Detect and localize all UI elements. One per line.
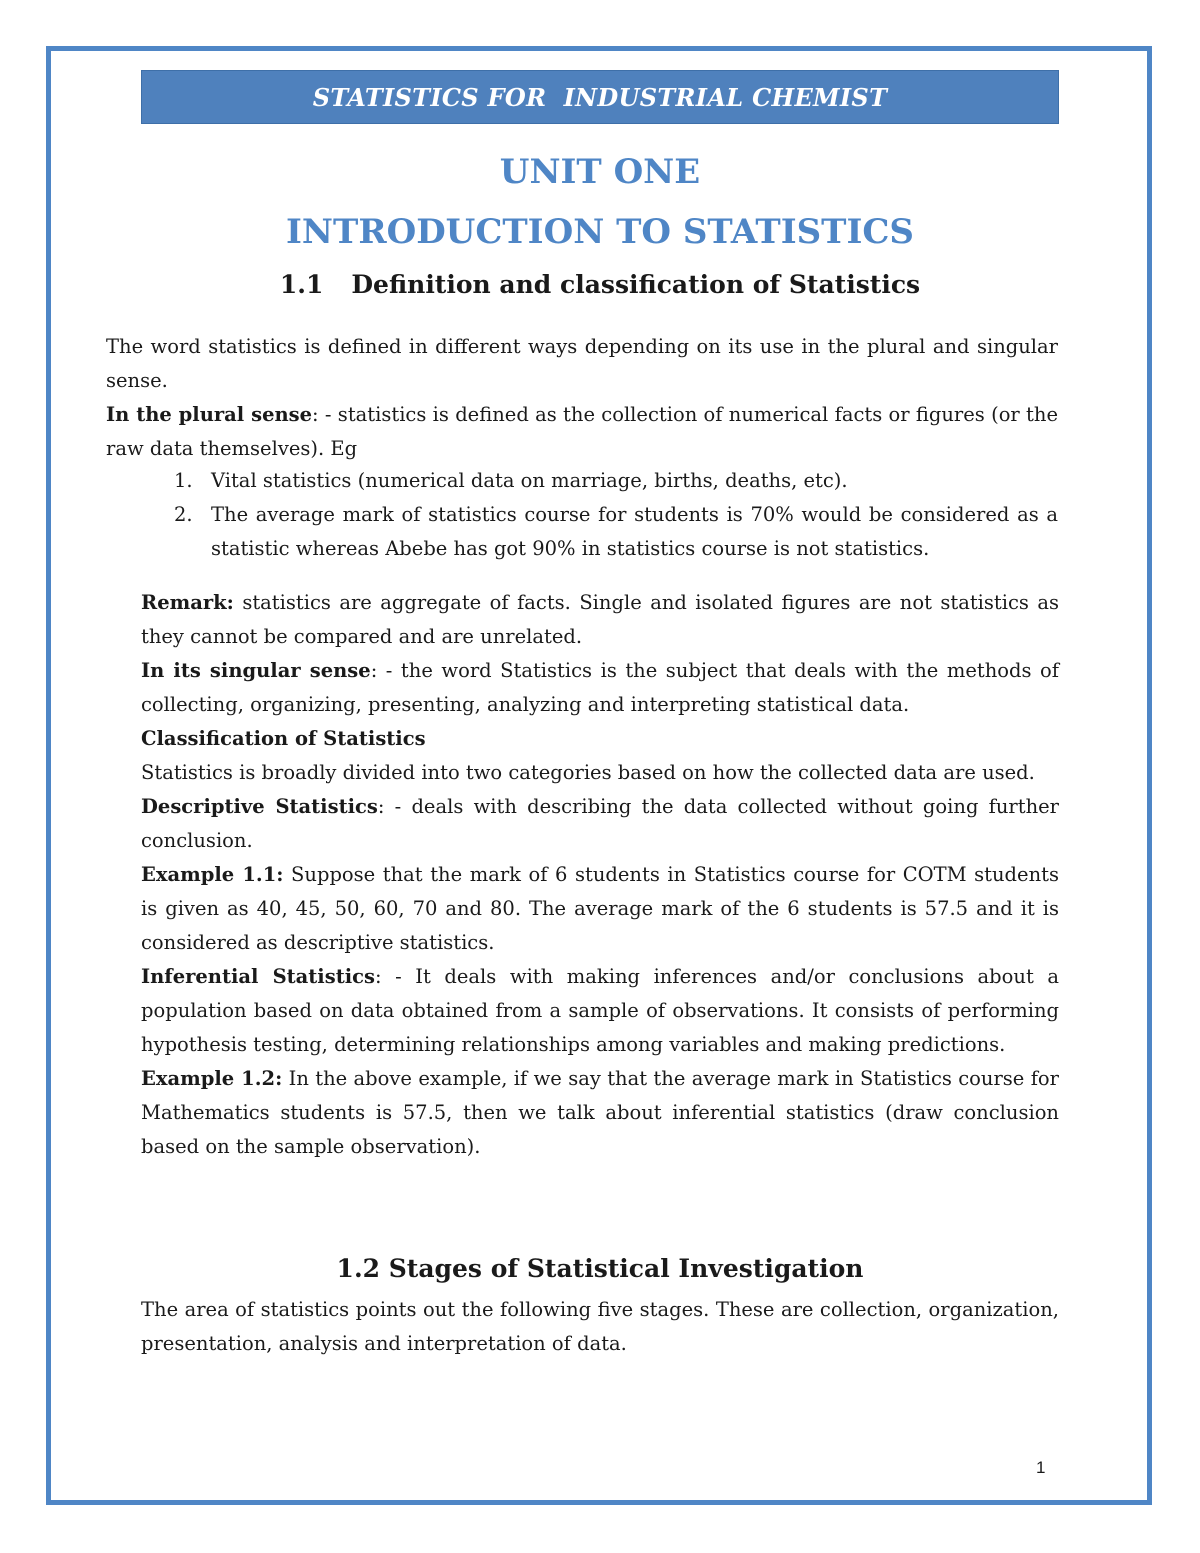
stages-block bbox=[141, 1293, 1059, 1361]
classification-paragraph: Statistics is broadly divided into two categories based on how the collected data are used. bbox=[141, 761, 1035, 784]
section-heading-1-1 bbox=[141, 270, 1059, 299]
list-item-text: Vital statistics (numerical data on marriage, births, deaths, etc). bbox=[211, 469, 848, 492]
example-1-1-text: Suppose that the mark of 6 students in Statistics course for COTM students is given as 40, 45, 50, 60, 70 and 80. The average mark of the 6 students is 57.5 and it is considered as descriptive statistics. bbox=[141, 863, 1059, 954]
descriptive-label: Descriptive Statistics bbox=[141, 795, 378, 818]
example-1-2-text: In the above example, if we say that the average mark in Statistics course for Mathematics students is 57.5, then we talk about inferential statistics (draw conclusion based on the sample observation). bbox=[141, 1067, 1059, 1158]
example-1-2-label: Example 1.2: bbox=[141, 1067, 283, 1090]
list-marker: 2. bbox=[174, 503, 193, 526]
intro-paragraph: The word statistics is defined in different ways depending on its use in the plural and singular sense. bbox=[106, 335, 1058, 392]
plural-sense-label: In the plural sense bbox=[106, 403, 313, 426]
remark-text: statistics are aggregate of facts. Single and isolated figures are not statistics as they cannot be compared and are unrelated. bbox=[141, 591, 1059, 648]
singular-sense-label: In its singular sense bbox=[141, 659, 371, 682]
definition-block bbox=[106, 330, 1058, 466]
plural-sense-paragraph bbox=[106, 398, 1058, 466]
remark-paragraph bbox=[141, 586, 1059, 654]
example-1-1-label: Example 1.1: bbox=[141, 863, 284, 886]
inferential-paragraph bbox=[141, 960, 1059, 1062]
section-heading-1-2: 1.2 Stages of Statistical Investigation bbox=[336, 1254, 864, 1283]
page-number: 1 bbox=[1036, 1458, 1046, 1477]
example-1-2-paragraph bbox=[141, 1062, 1059, 1164]
classification-heading-text: Classification of Statistics bbox=[141, 727, 426, 750]
list-item bbox=[106, 498, 1058, 566]
section-title: Definition and classification of Statistics bbox=[351, 270, 921, 299]
plural-sense-text: : - statistics is defined as the collection of numerical facts or figures (or the raw data themselves). Eg bbox=[106, 403, 1058, 460]
remark-label: Remark: bbox=[141, 591, 234, 614]
singular-sense-text: : - the word Statistics is the subject that deals with the methods of collecting, organizing, presenting, analyzing and interpreting statistical data. bbox=[141, 659, 1059, 716]
inferential-text: : - It deals with making inferences and/or conclusions about a population based on data obtained from a sample of observations. It consists of performing hypothesis testing, determining relationships among variables and making predictions. bbox=[141, 965, 1059, 1056]
singular-sense-paragraph bbox=[141, 654, 1059, 722]
chapter-title: INTRODUCTION TO STATISTICS bbox=[286, 212, 914, 252]
descriptive-paragraph bbox=[141, 790, 1059, 858]
classification-heading bbox=[141, 722, 1059, 756]
list-marker: 1. bbox=[174, 469, 193, 492]
section-number: 1.1 bbox=[279, 270, 324, 299]
descriptive-text: : - deals with describing the data collected without going further conclusion. bbox=[141, 795, 1060, 852]
list-item-text: The average mark of statistics course for students is 70% would be considered as a statistic whereas Abebe has got 90% in statistics course is not statistics. bbox=[211, 503, 1058, 560]
examples-list bbox=[106, 464, 1058, 566]
inferential-label: Inferential Statistics bbox=[141, 965, 375, 988]
header-banner-text: STATISTICS FOR INDUSTRIAL CHEMIST bbox=[312, 82, 888, 112]
stages-paragraph: The area of statistics points out the following five stages. These are collection, organization, presentation, analysis and interpretation of data. bbox=[141, 1298, 1059, 1355]
body-block bbox=[141, 586, 1059, 1164]
header-banner bbox=[141, 70, 1059, 124]
unit-title: UNIT ONE bbox=[499, 152, 701, 192]
list-item bbox=[106, 464, 1058, 498]
example-1-1-paragraph bbox=[141, 858, 1059, 960]
